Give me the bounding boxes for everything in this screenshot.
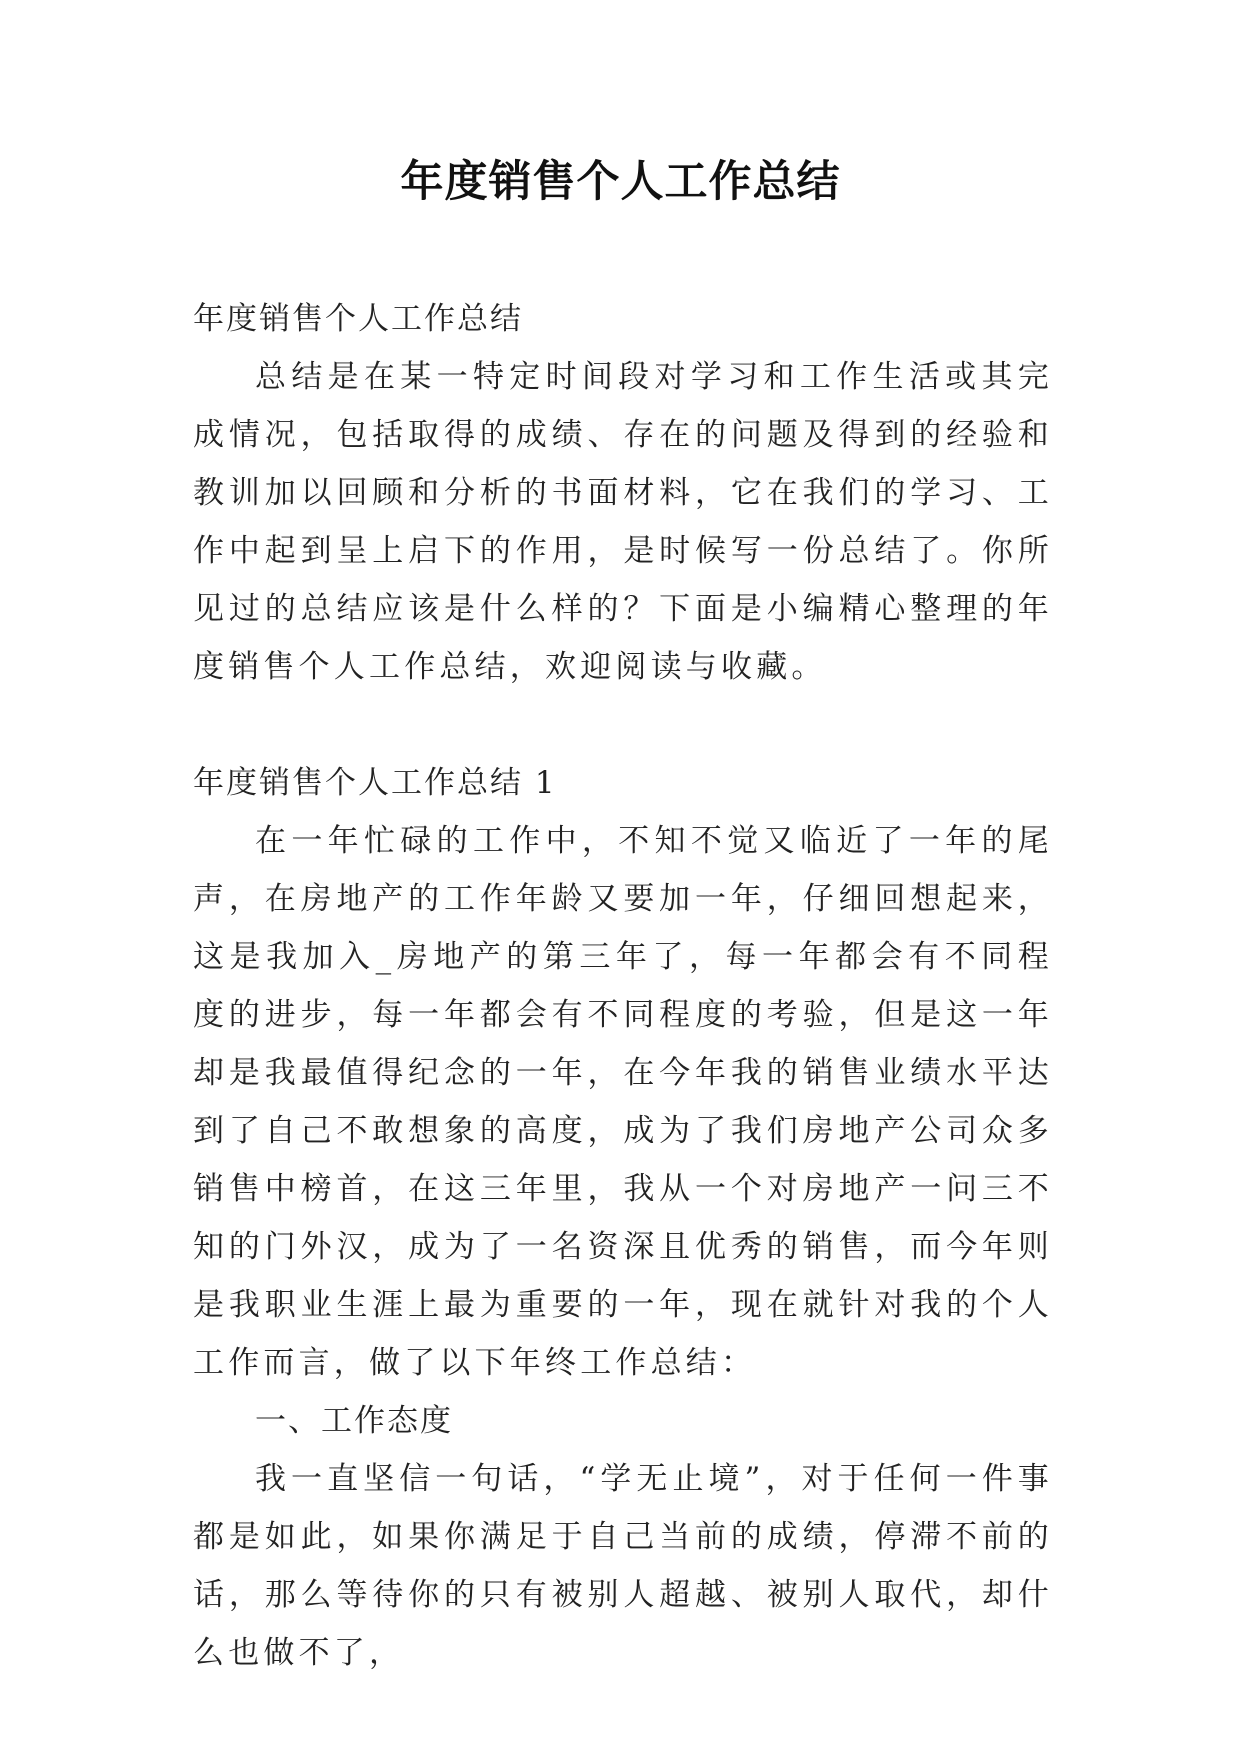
subsection-heading: 一、工作态度	[255, 1403, 453, 1439]
intro-heading: 年度销售个人工作总结	[193, 301, 523, 337]
section-heading: 年度销售个人工作总结 1	[193, 765, 557, 801]
section-paragraph: 在一年忙碌的工作中，不知不觉又临近了一年的尾声，在房地产的工作年龄又要加一年，仔细回想起来，这是我加入_房地产的第三年了，每一年都会有不同程度的进步，每一年都会有不同程度的考验，但是这一年却是我最值得纪念的一年，在今年我的销售业绩水平达到了自己不敢想象的高度，成为了我们房地产公司众多销售中榜首，在这三年里，我从一个对房地产一问三不知的门外汉，成为了一名资深且优秀的销售，而今年则是我职业生涯上最为重要的一年，现在就针对我的个人工作而言，做了以下年终工作总结：	[193, 823, 1053, 1381]
document-body	[193, 290, 1053, 1682]
subsection-paragraph: 我一直坚信一句话，“学无止境”，对于任何一件事都是如此，如果你满足于自己当前的成绩，停滞不前的话，那么等待你的只有被别人超越、被别人取代，却什么也做不了，	[193, 1461, 1053, 1671]
paragraph-gap	[193, 696, 1053, 754]
intro-paragraph: 总结是在某一特定时间段对学习和工作生活或其完成情况，包括取得的成绩、存在的问题及得到的经验和教训加以回顾和分析的书面材料，它在我们的学习、工作中起到呈上启下的作用，是时候写一份总结了。你所见过的总结应该是什么样的？下面是小编精心整理的年度销售个人工作总结，欢迎阅读与收藏。	[193, 359, 1053, 685]
document-title: 年度销售个人工作总结	[400, 157, 841, 207]
